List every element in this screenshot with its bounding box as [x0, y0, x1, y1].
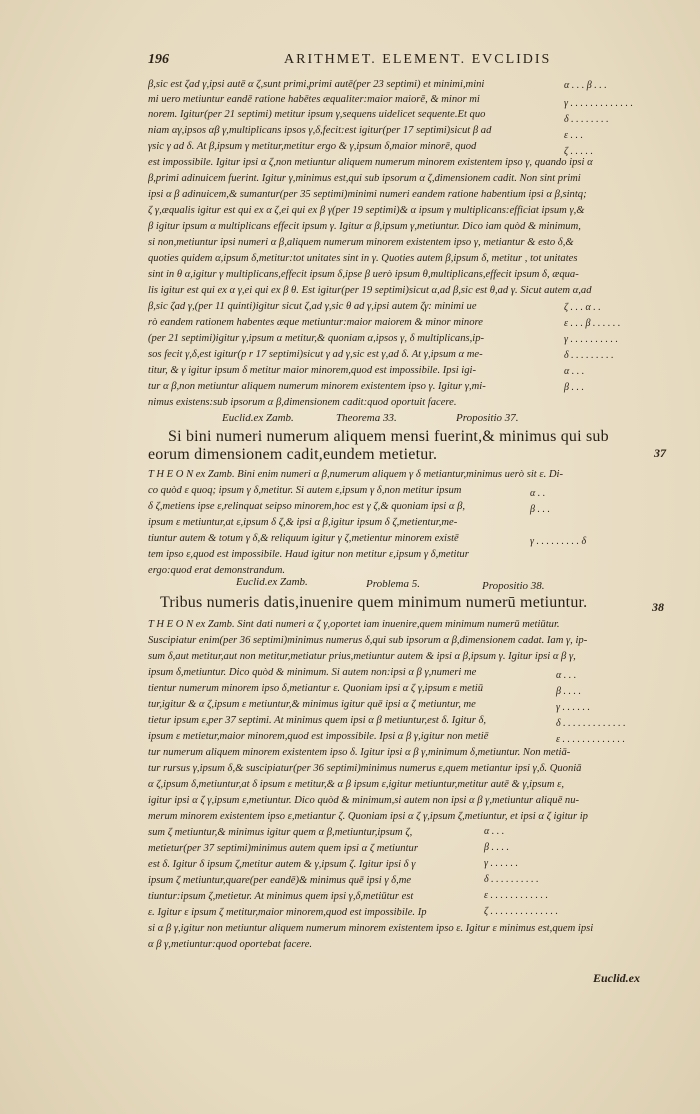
- propositio-label: Propositio 38.: [482, 580, 545, 592]
- text-line: sum δ,aut metitur,aut non metitur,metiatur prius,metiuntur autem & ipsi α β,ipsum γ. Igitur ipsi α β γ,: [148, 651, 576, 662]
- text-line: ζ γ,æqualis igitur est qui ex α ζ,ei qui ex β γ(per 19 septimi)& α ipsum γ multiplicans:efficiat ipsum γ,&: [148, 205, 585, 216]
- text-line: lis igitur est qui ex α γ,ei qui ex β θ. Est igitur(per 19 septimi)sicut α,ad β,sic est θ,ad γ. Sicut autem α,ad: [148, 285, 592, 296]
- text-line: tem ipso ε,quod est impossibile. Haud igitur non metitur ε,ipsum γ δ,metitur: [148, 549, 469, 560]
- text-line: si non,metiuntur ipsi numeri α β,aliquem numerum minorem existentem ipso γ, metiantur & esto δ,&: [148, 237, 574, 248]
- text-line: tur,igitur & α ζ,ipsum ε metiuntur,& minimus igitur quē ipsi α ζ metiuntur, me: [148, 699, 476, 710]
- catchword: Euclid.ex: [593, 971, 640, 985]
- text-line: tur rursus γ,ipsum δ,& suscipiatur(per 36 septimi)minimus numerus ε,quem metiantur ipsi γ,δ. Quoniā: [148, 763, 582, 774]
- diagram-line: α . . .: [484, 826, 505, 837]
- text-line: ergo:quod erat demonstrandum.: [148, 565, 286, 576]
- text-line: norem. Igitur(per 21 septimi) metitur ipsum γ,sequens uidelicet sequente.Et quo: [148, 109, 486, 120]
- diagram-line: γ . . . . . . . . . . . . .: [564, 98, 633, 109]
- diagram-line: γ . . . . . . . . . δ: [530, 536, 587, 547]
- text-line: δ ζ,metiens ipse ε,relinquat seipso minorem,hoc est γ ζ,& quoniam ipsi α β,: [148, 501, 466, 512]
- diagram-line: ε . . . . . . . . . . . .: [484, 890, 548, 901]
- text-line: tiuntur autem & totum γ δ,& reliquum igitur γ ζ,metientur minorem existē: [148, 533, 459, 544]
- diagram-line: α . .: [530, 488, 546, 499]
- diagram-line: β . . .: [564, 382, 584, 393]
- text-line: est impossibile. Igitur ipsi α ζ,non metiuntur aliquem numerum minorem existentem ipso γ, quando ipsi α: [148, 157, 593, 168]
- diagram-line: δ . . . . . . . . .: [564, 350, 614, 361]
- diagram-line: δ . . . . . . . . . . . . .: [556, 718, 626, 729]
- text-line: β igitur ipsum α multiplicans effecit ipsum γ. Igitur α β,ipsum γ,metiuntur. Dico iam quòd & minimum,: [148, 221, 581, 232]
- text-line: ipsi α β adinuicem,& sumantur(per 35 septimi)minimi numeri eandem ratione habentium ipsi α β,sintq;: [148, 189, 587, 200]
- diagram-line: ζ . . . α . .: [564, 302, 601, 313]
- diagram-line: γ . . . . . . . . . .: [564, 334, 618, 345]
- diagram-line: ζ . . . . .: [564, 146, 594, 157]
- text-line: tiuntur:ipsum ζ,metietur. At minimus quem ipsi γ,δ,metiūtur est: [148, 891, 414, 902]
- margin-number: 38: [652, 600, 664, 614]
- text-line: tientur numerum minorem ipso δ,metiantur ε. Quoniam ipsi α ζ γ,ipsum ε metiū: [148, 683, 483, 694]
- diagram-line: α . . . β . . .: [564, 80, 607, 91]
- page-header: [148, 52, 658, 72]
- margin-number: 37: [654, 446, 666, 460]
- diagram-line: ε . . .: [564, 130, 583, 141]
- text-line: rò eandem rationem habentes æque metiuntur:maior maiorem & minor minore: [148, 317, 483, 328]
- problema-label: Problema 5.: [366, 578, 420, 590]
- proposition-title: Si bini numeri numerum aliquem mensi fuerint,& minimus qui sub: [168, 428, 609, 445]
- text-line: γsic γ ad δ. At β,ipsum γ metitur,metitur ergo & γ,ipsum δ,maior minorē, quod: [148, 141, 477, 152]
- diagram-line: β . . . .: [484, 842, 509, 853]
- running-title: ARITHMET. ELEMENT. EVCLIDIS: [284, 52, 552, 67]
- folio-number: 196: [148, 52, 169, 67]
- text-line: ipsum ε metiuntur,at ε,ipsum δ ζ,& ipsi α β,igitur ipsum δ ζ,metientur,me-: [148, 517, 458, 528]
- diagram-line: δ . . . . . . . .: [564, 114, 609, 125]
- text-line: igitur ipsi α ζ γ,ipsum ε,metiuntur. Dico quòd & minimum,si autem non ipsi α β γ,metiuntur aliquē nu-: [148, 795, 580, 806]
- text-line: β,sic ζad γ,(per 11 quinti)igitur sicut ζ,ad γ,sic θ ad γ,ipsi autem ζγ: minimi ue: [148, 301, 477, 312]
- source-label: Euclid.ex Zamb.: [222, 412, 294, 424]
- text-line: sint in θ α,igitur γ multiplicans,effecit ipsum δ,ipse β uerò ipsum θ,multiplicans,effecit ipsum δ, æqua-: [148, 269, 579, 280]
- diagram-line: β . . .: [530, 504, 550, 515]
- text-line: α ζ,ipsum δ,metiuntur,at δ ipsum ε metitur,& α β ipsum ε,igitur metiuntur,metitur autē & γ,ipsum ε,: [148, 779, 564, 790]
- propositio-label: Propositio 37.: [456, 412, 519, 424]
- text-line: est δ. Igitur δ ipsum ζ,metitur autem & γ,ipsum ζ. Igitur ipsi δ γ: [148, 859, 416, 870]
- source-label: Euclid.ex Zamb.: [236, 576, 308, 588]
- text-line: nimus existens:sub ipsorum α β,dimensionem cadit:quod oportuit facere.: [148, 397, 457, 408]
- text-line: β,sic est ζad γ,ipsi autē α ζ,sunt primi,primi autē(per 23 septimi) et minimi,mini: [148, 79, 485, 90]
- text-line: mi uero metiuntur eandē ratione habētes æqualiter:maior maiorē, & minor mi: [148, 94, 480, 105]
- diagram-line: ζ . . . . . . . . . . . . . .: [484, 906, 559, 917]
- text-line: titur, & γ igitur ipsum δ metitur maior minorem,quod est impossibile. Ipsi igi-: [148, 365, 476, 376]
- diagram-line: α . . .: [556, 670, 577, 681]
- text-line: ipsum ζ metiuntur,quare(per eandē)& minimus quē ipsi γ δ,me: [148, 875, 412, 886]
- text-line: T H E O N ex Zamb. Bini enim numeri α β,numerum aliquem γ δ metiantur,minimus uerò sit ε. Di-: [148, 469, 563, 480]
- text-line: T H E O N ex Zamb. Sint dati numeri α ζ γ,oportet iam inuenire,quem minimum numerū metiūtur.: [148, 619, 560, 630]
- text-line: α β γ,metiuntur:quod oportebat facere.: [148, 939, 313, 950]
- diagram-line: ε . . . . . . . . . . . . .: [556, 734, 625, 745]
- diagram-line: δ . . . . . . . . . .: [484, 874, 539, 885]
- diagram-line: γ . . . . . .: [556, 702, 590, 713]
- theorema-label: Theorema 33.: [336, 412, 397, 424]
- proposition-title: Tribus numeris datis,inuenire quem minimum numerū metiuntur.: [160, 594, 588, 611]
- text-line: quoties quidem α,ipsum δ,metitur:tot unitates sint in γ. Quoties autem β,ipsum δ, metitur , tot unitates: [148, 253, 578, 264]
- text-line: si α β γ,igitur non metiuntur aliquem numerum minorem existentem ipso ε. Igitur ε minimus est,quem ipsi: [148, 923, 594, 934]
- proposition-title: eorum dimensionem cadit,eundem metietur.: [148, 446, 438, 463]
- text-line: ipsum ε metietur,maior minorem,quod est impossibile. Ipsi α β γ,igitur non metiē: [148, 731, 489, 742]
- text-line: β,primi adinuicem fuerint. Igitur γ,minimus est,qui sub ipsorum α ζ,dimensionem cadit. Non sint primi: [148, 173, 581, 184]
- diagram-line: α . . .: [564, 366, 585, 377]
- text-line: tur numerum aliquem minorem existentem ipso δ. Igitur ipsi α β γ,minimum δ,metiuntur. Non metiā-: [148, 747, 571, 758]
- diagram-line: β . . . .: [556, 686, 581, 697]
- diagram-line: γ . . . . . .: [484, 858, 518, 869]
- text-line: Suscipiatur enim(per 36 septimi)minimus numerus δ,qui sub ipsorum α β,dimensionem cadat. Iam γ, ip-: [148, 635, 588, 646]
- text-line: ε. Igitur ε ipsum ζ metitur,maior minorem,quod est impossibile. Ip: [148, 907, 427, 918]
- text-line: ipsum δ,metiuntur. Dico quòd & minimum. Si autem non:ipsi α β γ,numeri me: [148, 667, 477, 678]
- text-line: (per 21 septimi)igitur γ,ipsum α metitur,& quoniam α,ipsos γ, δ multiplicans,ip-: [148, 333, 485, 344]
- text-line: niam αγ,ipsos αβ γ,multiplicans ipsos γ,δ,fecit:est igitur(per 17 septimi)sicut β ad: [148, 125, 492, 136]
- diagram-line: ε . . . β . . . . . .: [564, 318, 621, 329]
- text-line: co quòd ε quoq; ipsum γ δ,metitur. Si autem ε,ipsum γ δ,non metitur ipsum: [148, 485, 462, 496]
- text-line: tietur ipsum ε,per 37 septimi. At minimus quem ipsi α β metiuntur,est δ. Igitur δ,: [148, 715, 487, 726]
- text-line: sos fecit γ,δ,est igitur(p r 17 septimi)sicut γ ad γ,sic est γ,ad δ. At γ,ipsum α me-: [148, 349, 483, 360]
- text-line: tur α β,non metiuntur aliquem numerum minorem existentem ipso γ. Igitur γ,mi-: [148, 381, 486, 392]
- text-line: sum ζ metiuntur,& minimus igitur quem α β,metiuntur,ipsum ζ,: [148, 827, 413, 838]
- text-line: metietur(per 37 septimi)minimus autem quem ipsi α ζ metiuntur: [148, 843, 418, 854]
- text-line: merum minorem existentem ipso ε,metiantur ζ. Quoniam ipsi α ζ γ,ipsum ζ,metiuntur, et ipsi α ζ igitur ip: [148, 811, 588, 822]
